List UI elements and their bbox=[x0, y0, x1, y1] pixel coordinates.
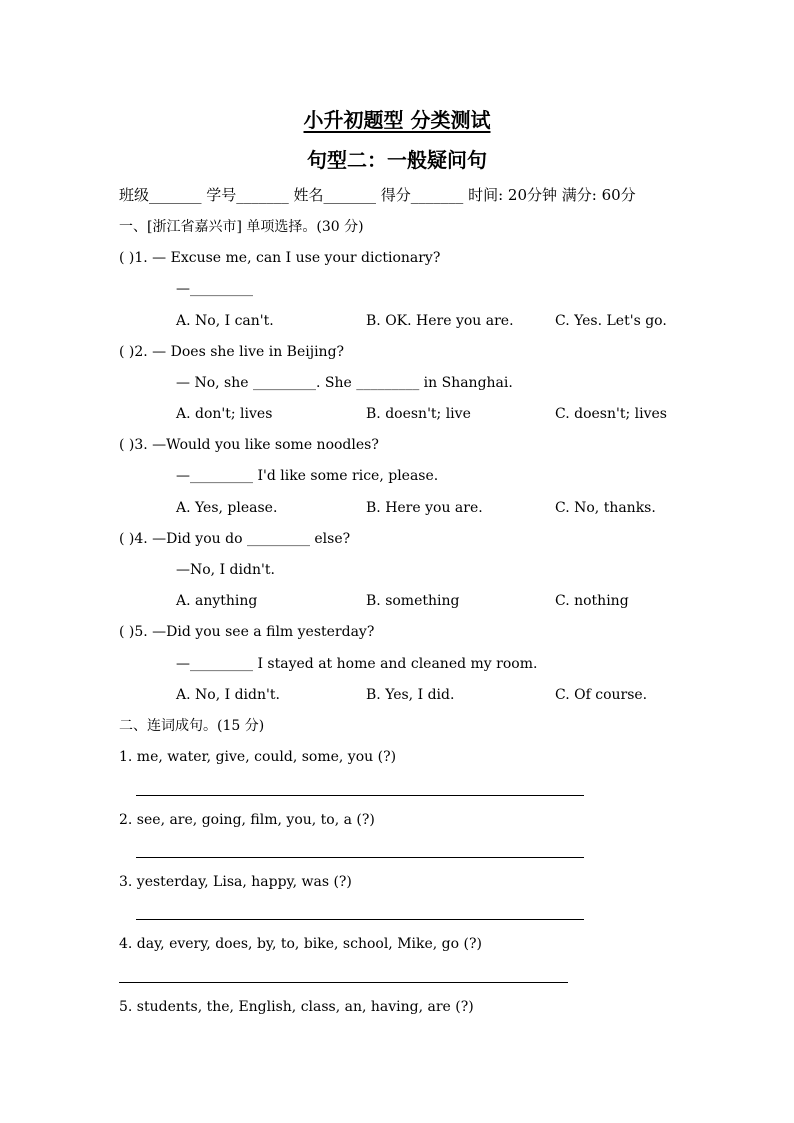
question-2-prompt: ( )2. — Does she live in Beijing? bbox=[119, 344, 345, 360]
question-1-option-c: C. Yes. Let's go. bbox=[555, 313, 667, 329]
question-4-answer: —No, I didn't. bbox=[176, 562, 275, 578]
page-subtitle: 句型二：一般疑问句 bbox=[307, 148, 487, 172]
sentence-item-5: 5. students, the, English, class, an, having, are (?) bbox=[119, 999, 474, 1015]
answer-line-1[interactable] bbox=[136, 795, 584, 796]
question-3-option-b: B. Here you are. bbox=[366, 500, 483, 516]
question-1-option-b: B. OK. Here you are. bbox=[366, 313, 514, 329]
sentence-item-1: 1. me, water, give, could, some, you (?) bbox=[119, 749, 397, 765]
question-5-answer: —_________ I stayed at home and cleaned my room. bbox=[176, 656, 538, 672]
question-3-prompt: ( )3. —Would you like some noodles? bbox=[119, 437, 379, 453]
question-4-option-c: C. nothing bbox=[555, 593, 629, 609]
page-title: 小升初题型 分类测试 bbox=[303, 108, 491, 132]
question-1-prompt: ( )1. — Excuse me, can I use your dictionary? bbox=[119, 250, 441, 266]
question-3-answer: —_________ I'd like some rice, please. bbox=[176, 468, 439, 484]
student-info-line: 班级_______ 学号_______ 姓名_______ 得分_______ 时间: 20分钟 满分: 60分 bbox=[119, 186, 636, 204]
section1-heading: 一、[浙江省嘉兴市] 单项选择。(30 分) bbox=[119, 219, 364, 235]
answer-line-4[interactable] bbox=[119, 982, 568, 983]
question-4-option-a: A. anything bbox=[176, 593, 258, 609]
question-1-option-a: A. No, I can't. bbox=[176, 313, 274, 329]
question-2-option-c: C. doesn't; lives bbox=[555, 406, 667, 422]
question-5-option-b: B. Yes, I did. bbox=[366, 687, 455, 703]
sentence-item-3: 3. yesterday, Lisa, happy, was (?) bbox=[119, 874, 352, 890]
question-5-option-c: C. Of course. bbox=[555, 687, 648, 703]
question-2-option-b: B. doesn't; live bbox=[366, 406, 471, 422]
question-3-option-a: A. Yes, please. bbox=[176, 500, 278, 516]
question-5-prompt: ( )5. —Did you see a film yesterday? bbox=[119, 624, 375, 640]
question-4-prompt: ( )4. —Did you do _________ else? bbox=[119, 531, 351, 547]
answer-line-2[interactable] bbox=[136, 857, 584, 858]
section2-heading: 二、连词成句。(15 分) bbox=[119, 718, 265, 734]
answer-line-3[interactable] bbox=[136, 919, 584, 920]
question-1-answer: —_________ bbox=[176, 281, 253, 297]
question-5-option-a: A. No, I didn't. bbox=[176, 687, 280, 703]
sentence-item-2: 2. see, are, going, film, you, to, a (?) bbox=[119, 812, 375, 828]
question-4-option-b: B. something bbox=[366, 593, 460, 609]
sentence-item-4: 4. day, every, does, by, to, bike, school, Mike, go (?) bbox=[119, 936, 482, 952]
question-3-option-c: C. No, thanks. bbox=[555, 500, 656, 516]
question-2-option-a: A. don't; lives bbox=[176, 406, 273, 422]
question-2-answer: — No, she _________. She _________ in Shanghai. bbox=[176, 375, 513, 391]
